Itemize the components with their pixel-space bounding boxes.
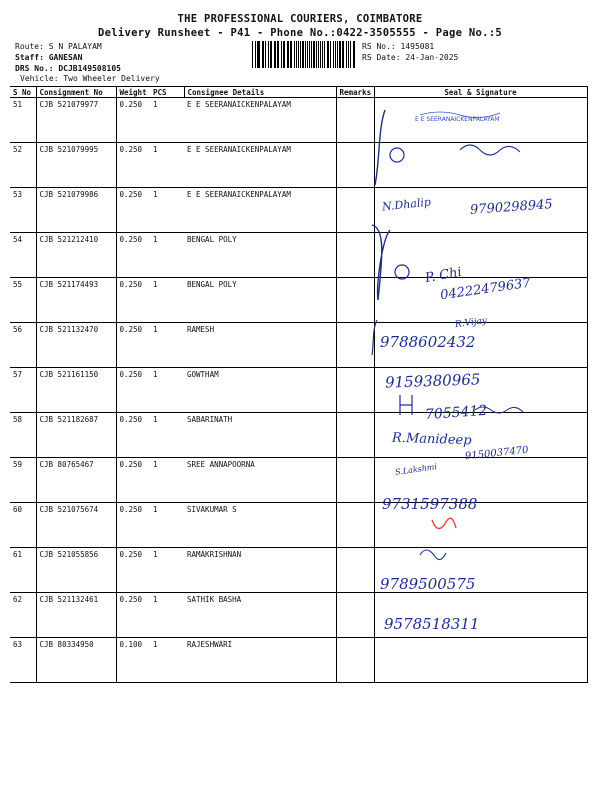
cell-pcs: 1 [150,413,184,458]
cell-consignment: CJB 521079977 [36,98,116,143]
cell-consignment: CJB 521055856 [36,548,116,593]
cell-weight: 0.250 [116,413,150,458]
cell-sno: 59 [10,458,36,503]
cell-consignee: SATHIK BASHA [184,593,336,638]
col-consignment: Consignment No [36,87,116,98]
runsheet-subtitle: Delivery Runsheet - P41 - Phone No.:0422-3505555 - Page No.:5 [98,27,502,39]
cell-weight: 0.250 [116,143,150,188]
col-remarks: Remarks [336,87,374,98]
cell-consignee: SREE ANNAPOORNA [184,458,336,503]
cell-sno: 52 [10,143,36,188]
cell-sno: 54 [10,233,36,278]
cell-consignment: CJB 521212410 [36,233,116,278]
cell-sno: 58 [10,413,36,458]
route-label: Route: S N PALAYAM [15,42,102,51]
cell-consignment: CJB 521079986 [36,188,116,233]
cell-sno: 56 [10,323,36,368]
cell-sno: 63 [10,638,36,683]
cell-weight: 0.250 [116,593,150,638]
cell-weight: 0.250 [116,503,150,548]
signature-name: R.Manideep [391,430,472,449]
cell-consignment: CJB 521161150 [36,368,116,413]
cell-consignment: CJB 521079995 [36,143,116,188]
cell-weight: 0.250 [116,458,150,503]
rs-date: RS Date: 24-Jan-2025 [362,53,459,62]
cell-pcs: 1 [150,233,184,278]
signature-phone-number: 9789500575 [380,575,476,593]
cell-sno: 53 [10,188,36,233]
staff-label: Staff: GANESAN [15,53,83,62]
cell-weight: 0.250 [116,278,150,323]
cell-pcs: 1 [150,548,184,593]
cell-weight: 0.250 [116,368,150,413]
cell-sno: 51 [10,98,36,143]
cell-pcs: 1 [150,143,184,188]
cell-pcs: 1 [150,503,184,548]
cell-sno: 61 [10,548,36,593]
drs-number: DRS No.: DCJB149508105 [15,64,121,73]
cell-consignee: GOWTHAM [184,368,336,413]
vehicle-label: Vehicle: Two Wheeler Delivery [20,74,160,83]
cell-pcs: 1 [150,458,184,503]
cell-consignee: BENGAL POLY [184,233,336,278]
cell-consignment: CJB 521132470 [36,323,116,368]
cell-consignee: SABARINATH [184,413,336,458]
cell-pcs: 1 [150,278,184,323]
stamp-text: E E SEERANAICKENPALAYAM [415,116,500,123]
cell-weight: 0.250 [116,188,150,233]
col-weight: Weight [116,87,150,98]
signature-name: S.Lakshmi [394,462,438,477]
cell-consignee: E E SEERANAICKENPALAYAM [184,188,336,233]
cell-consignee: E E SEERANAICKENPALAYAM [184,98,336,143]
col-pcs: PCS [150,87,184,98]
rs-number: RS No.: 1495081 [362,42,435,51]
cell-pcs: 1 [150,323,184,368]
col-signature: Seal & Signature [374,87,587,98]
cell-consignment: CJB 80765467 [36,458,116,503]
cell-pcs: 1 [150,368,184,413]
cell-consignee: RAMESH [184,323,336,368]
cell-weight: 0.250 [116,323,150,368]
cell-consignment: CJB 521174493 [36,278,116,323]
cell-sno: 55 [10,278,36,323]
cell-consignee: RAJESHWARI [184,638,336,683]
cell-pcs: 1 [150,188,184,233]
cell-consignment: CJB 521132461 [36,593,116,638]
cell-weight: 0.100 [116,638,150,683]
signature-phone-number: 9578518311 [384,615,480,633]
cell-consignment: CJB 521182687 [36,413,116,458]
signature-phone-number: 9788602432 [380,333,476,351]
signature-phone-number: 04222479637 [439,275,532,304]
cell-sno: 57 [10,368,36,413]
col-sno: S No [10,87,36,98]
runsheet-title: THE PROFESSIONAL COURIERS, COIMBATORE [177,13,423,25]
cell-consignment: CJB 521075674 [36,503,116,548]
signature-phone-number: 9150037470 [464,444,530,463]
signature-phone-number: 9159380965 [384,370,481,392]
signature-name: N.Dhalip [381,195,432,214]
cell-pcs: 1 [150,593,184,638]
cell-pcs: 1 [150,638,184,683]
signature-name: R.Vijay [454,315,488,331]
cell-weight: 0.250 [116,98,150,143]
cell-consignee: BENGAL POLY [184,278,336,323]
cell-weight: 0.250 [116,548,150,593]
cell-consignee: E E SEERANAICKENPALAYAM [184,143,336,188]
cell-sno: 60 [10,503,36,548]
signature-name: P. Chi [423,264,463,287]
cell-consignment: CJB 80334950 [36,638,116,683]
signature-phone-number: 9731597388 [382,495,478,513]
signature-phone-number: 9790298945 [469,197,554,218]
cell-weight: 0.250 [116,233,150,278]
cell-sno: 62 [10,593,36,638]
col-consignee: Consignee Details [184,87,336,98]
cell-pcs: 1 [150,98,184,143]
cell-consignee: SIVAKUMAR S [184,503,336,548]
cell-consignee: RAMAKRISHNAN [184,548,336,593]
signature-phone-number: 7055412 [424,402,488,424]
